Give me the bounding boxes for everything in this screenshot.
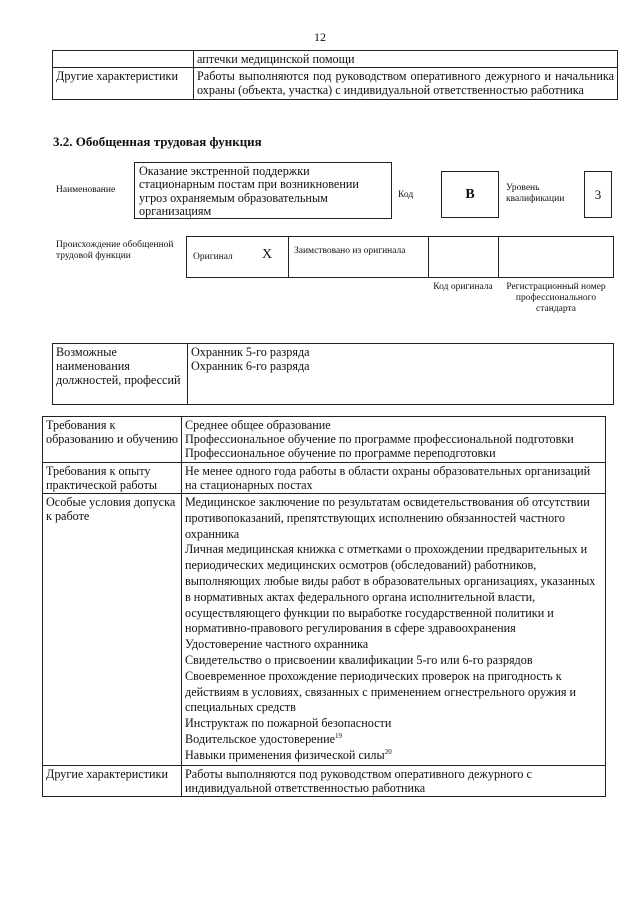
level-box xyxy=(584,171,612,218)
top-table xyxy=(52,50,618,100)
divider xyxy=(428,236,429,278)
other-characteristics-text: Работы выполняются под руководством оперативного дежурного с индивидуальной ответственностью работника xyxy=(182,765,606,796)
function-name-value: Оказание экстренной поддержки стационарным постам при возникновении угроз охраняемым образовательным организациям xyxy=(139,164,359,218)
special-condition-item: Личная медицинская книжка с отметками о прохождении предварительных и периодических медицинских осмотров (обследований) работников, выполняющих любые виды работ в образовательных организациях, указанных в нормативных актах федерального органа исполнительной власти, осуществляющего функции по выработке государственной политики и нормативно-правового регулирования в сфере здравоохранения xyxy=(185,542,596,636)
level-label: Уровень квалификации xyxy=(506,183,565,204)
table-row xyxy=(53,68,618,99)
requirements-table xyxy=(42,416,606,797)
code-label: Код xyxy=(398,190,414,200)
special-condition-item: Инструктаж по пожарной безопасности xyxy=(185,716,392,731)
education-item: Среднее общее образование xyxy=(185,418,331,432)
positions-values xyxy=(188,344,614,405)
special-conditions-label: Особые условия допуска к работе xyxy=(43,494,182,766)
position-item: Охранник 6-го разряда xyxy=(191,359,310,374)
table-row xyxy=(53,51,618,68)
special-condition-item: Медицинское заключение по результатам освидетельствования об отсутствии противопоказаний, препятствующих исполнению обязанностей частного охранника xyxy=(185,495,590,541)
driver-license-text: Водительское удостоверение xyxy=(185,731,336,746)
special-condition-item: Своевременное прохождение периодических проверок на пригодность к действиям в условиях, связанных с применением огнестрельного оружия и специальных средств xyxy=(185,668,577,715)
other-characteristics-label: Другие характеристики xyxy=(43,765,182,796)
origin-box xyxy=(186,236,614,278)
table-row xyxy=(43,462,606,493)
experience-text: Не менее одного года работы в области охраны образовательных организаций на стационарных постах xyxy=(182,462,606,493)
divider xyxy=(498,236,499,278)
table-row xyxy=(43,417,606,463)
original-label: Оригинал xyxy=(193,252,233,262)
level-value: 3 xyxy=(594,186,602,202)
table-row xyxy=(53,344,614,405)
special-condition-item: Свидетельство о присвоении квалификации 5-го или 6-го разрядов xyxy=(185,652,533,667)
section-title: 3.2. Обобщенная трудовая функция xyxy=(53,134,262,149)
first-aid-kit-text: аптечки медицинской помощи xyxy=(194,51,618,68)
code-box xyxy=(441,171,499,218)
divider xyxy=(288,236,289,278)
footnote-ref[interactable]: 20 xyxy=(384,747,392,756)
origin-label: Происхождение обобщенной трудовой функции xyxy=(56,240,174,261)
physical-force-text: Навыки применения физической силы xyxy=(185,747,385,762)
other-characteristics-text: Работы выполняются под руководством оперативного дежурного и начальника охраны (объекта, участка) с индивидуальной ответственностью работника xyxy=(194,68,618,99)
table-row xyxy=(43,494,606,766)
registration-number-caption: Регистрационный номер профессионального стандарта xyxy=(506,282,606,314)
special-conditions-values xyxy=(182,494,606,766)
experience-label: Требования к опыту практической работы xyxy=(43,462,182,493)
original-code-caption: Код оригинала xyxy=(433,282,493,292)
special-condition-item xyxy=(185,732,602,748)
education-values xyxy=(182,417,606,463)
special-condition-item: Удостоверение частного охранника xyxy=(185,637,369,652)
positions-table xyxy=(52,343,614,405)
footnote-ref[interactable]: 19 xyxy=(335,731,343,740)
positions-label: Возможные наименования должностей, профессий xyxy=(53,344,188,405)
function-name-box xyxy=(134,162,392,219)
page-number: 12 xyxy=(314,30,326,44)
education-label: Требования к образованию и обучению xyxy=(43,417,182,463)
other-characteristics-label: Другие характеристики xyxy=(53,68,194,99)
position-item: Охранник 5-го разряда xyxy=(191,345,310,359)
table-cell xyxy=(53,51,194,68)
education-item: Профессиональное обучение по программе профессиональной подготовки xyxy=(185,432,574,447)
original-mark: X xyxy=(262,247,273,262)
name-label: Наименование xyxy=(56,185,116,195)
table-row xyxy=(43,765,606,796)
special-condition-item xyxy=(185,748,602,764)
code-value: B xyxy=(465,186,475,202)
education-item: Профессиональное обучение по программе переподготовки xyxy=(185,446,496,461)
borrowed-label: Заимствовано из оригинала xyxy=(294,246,406,256)
